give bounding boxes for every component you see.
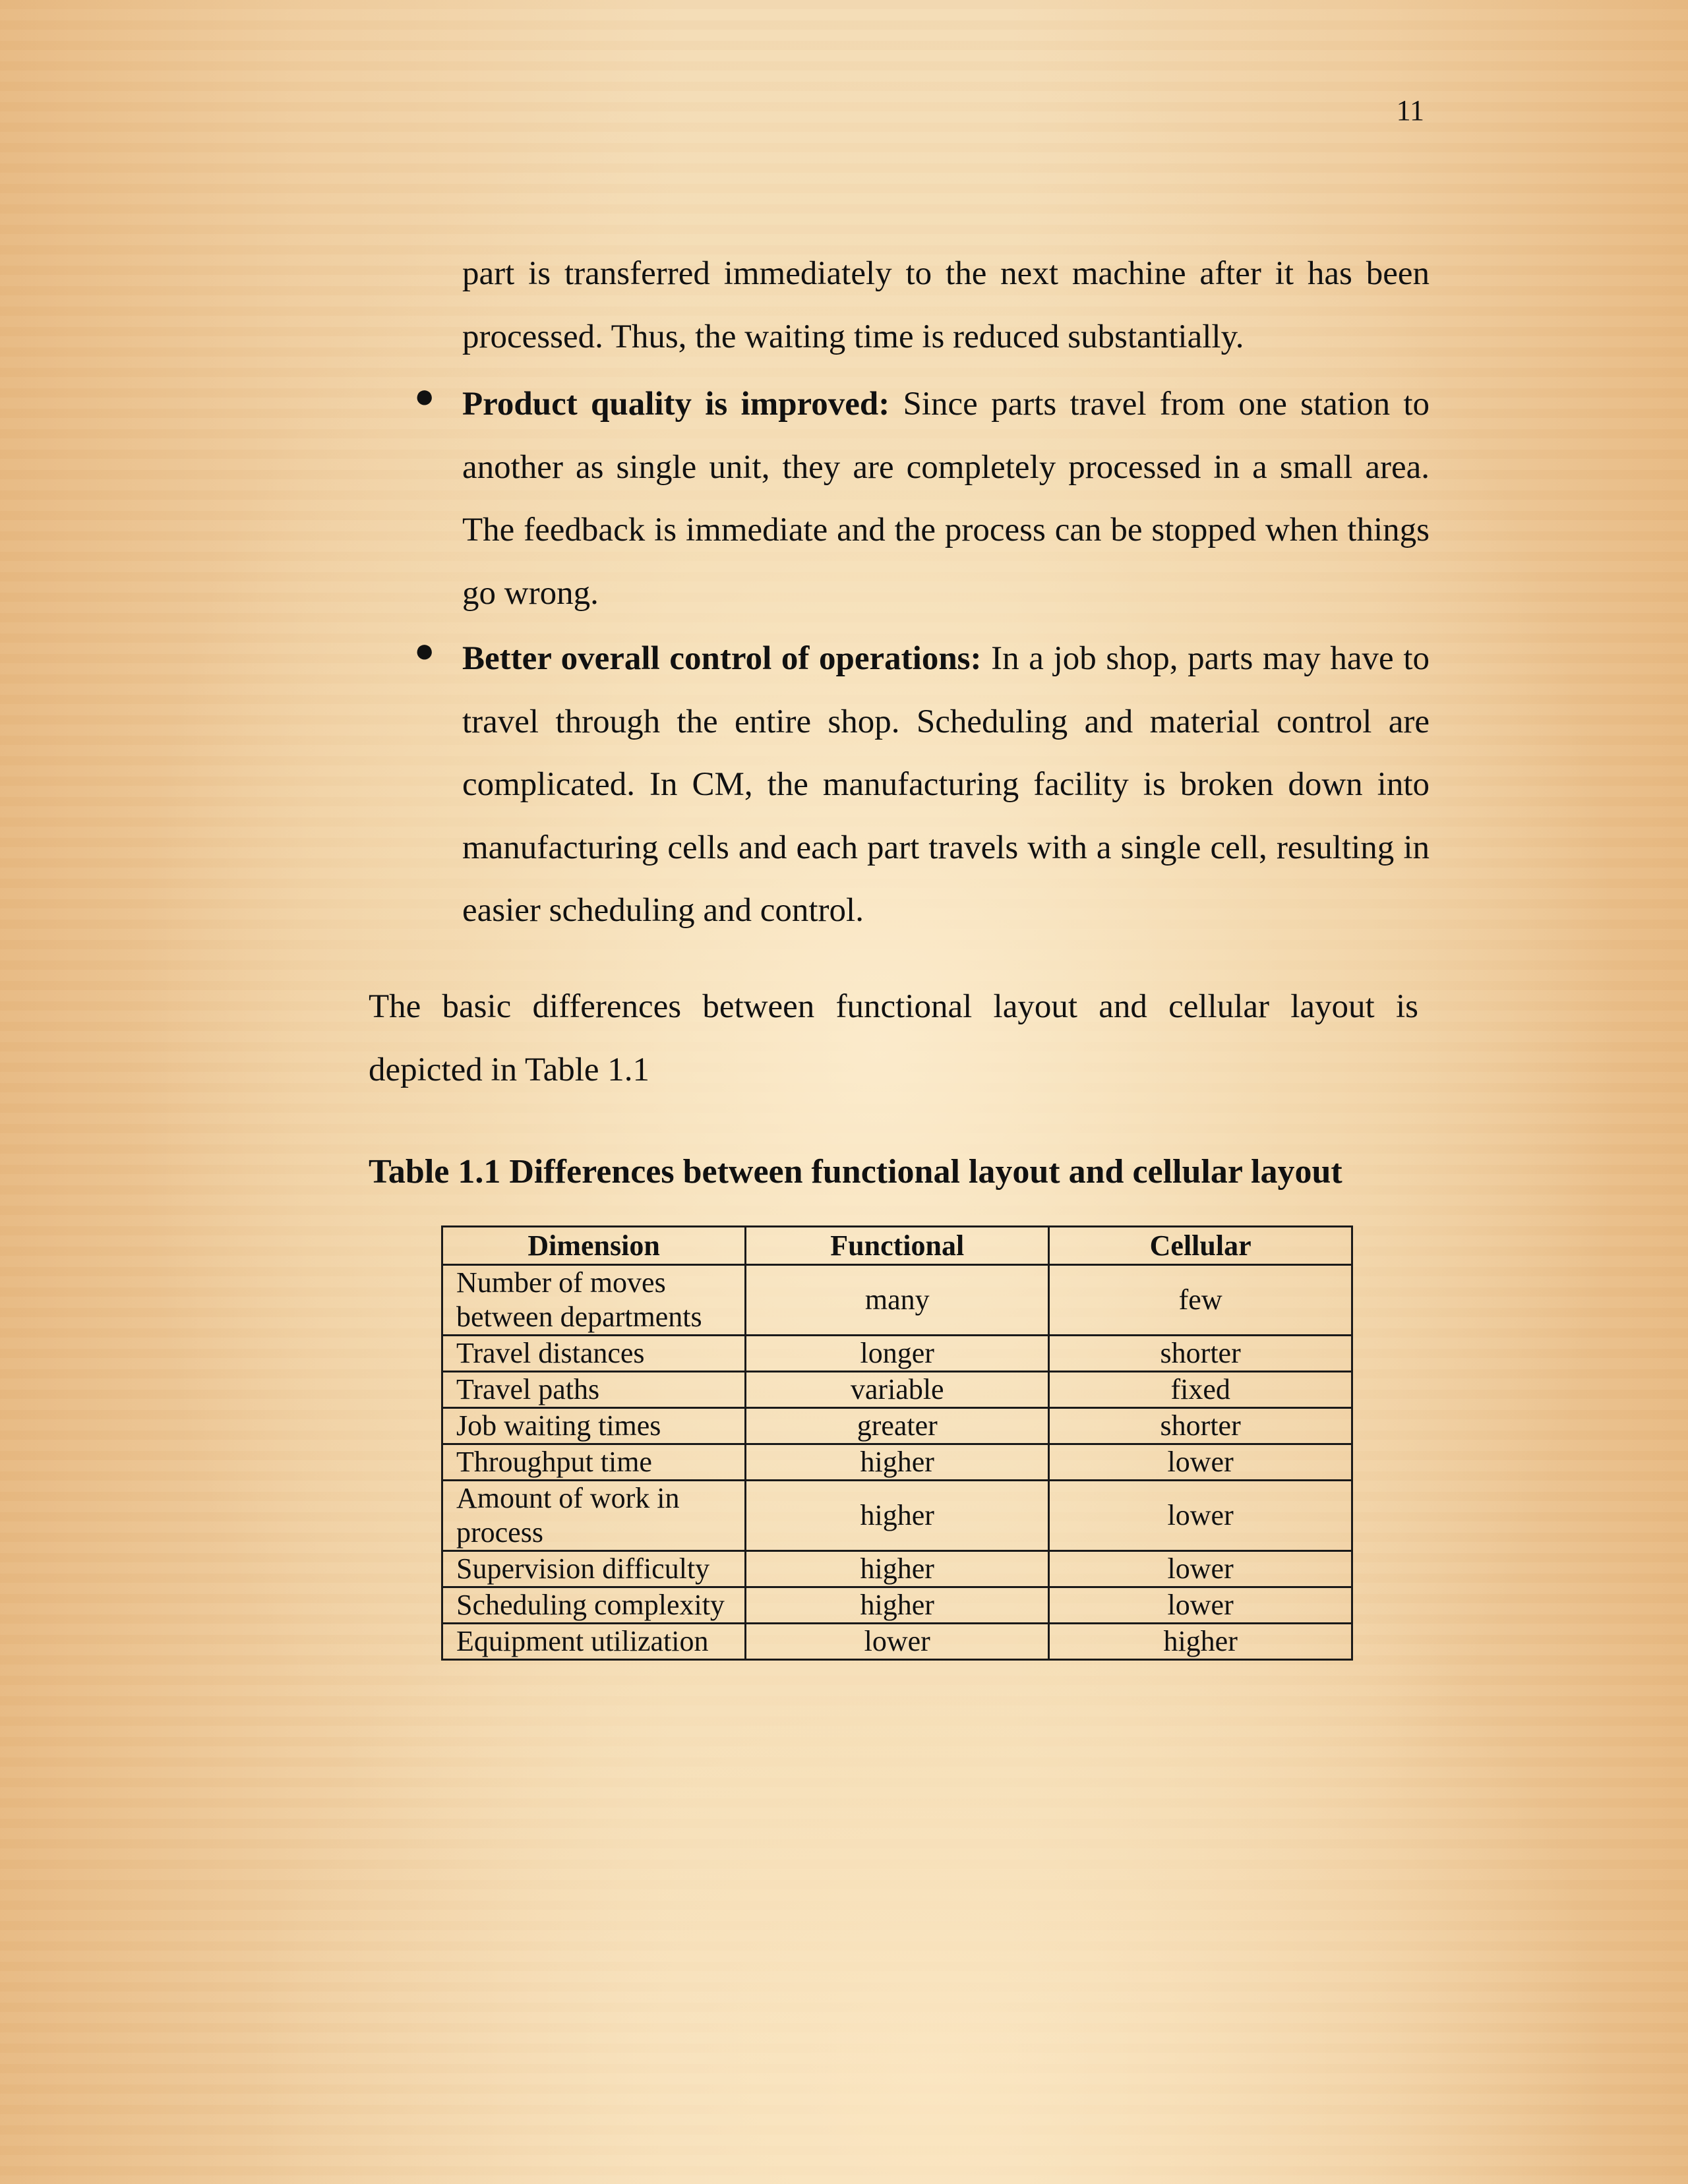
page-number: 11 <box>1396 94 1424 127</box>
dimension-cell: Equipment utilization <box>442 1624 746 1660</box>
functional-cell: higher <box>746 1587 1049 1624</box>
table-caption: Table 1.1 Differences between functional layout and cellular layout <box>369 1153 1342 1191</box>
table-header-row <box>442 1227 1352 1265</box>
dimension-cell: Travel distances <box>442 1336 746 1372</box>
intro-paragraph: The basic differences between functional layout and cellular layout is depicted in Table 1.1 <box>369 988 1418 1088</box>
functional-cell: lower <box>746 1624 1049 1660</box>
bullet-item-product-quality <box>462 373 1430 625</box>
table-row <box>442 1624 1352 1660</box>
cellular-cell: lower <box>1049 1551 1352 1587</box>
table-row <box>442 1587 1352 1624</box>
cellular-cell: fixed <box>1049 1372 1352 1408</box>
table-row <box>442 1408 1352 1444</box>
functional-cell: higher <box>746 1551 1049 1587</box>
header-functional: Functional <box>746 1227 1049 1265</box>
table-row <box>442 1336 1352 1372</box>
table-row <box>442 1551 1352 1587</box>
dimension-cell: Supervision difficulty <box>442 1551 746 1587</box>
bullet-dot-icon: ● <box>414 378 435 415</box>
continuation-paragraph: part is transferred immediately to the next machine after it has been processed. Thus, the waiting time is reduced substantially. <box>462 255 1430 355</box>
cellular-cell: lower <box>1049 1444 1352 1481</box>
cellular-cell: lower <box>1049 1481 1352 1551</box>
cellular-cell: shorter <box>1049 1336 1352 1372</box>
bullet-dot-icon: ● <box>414 632 435 670</box>
bullet-heading: Better overall control of operations: <box>462 640 982 677</box>
table-row <box>442 1265 1352 1336</box>
bullet-item-overall-control <box>462 628 1430 943</box>
header-dimension: Dimension <box>442 1227 746 1265</box>
cellular-cell: shorter <box>1049 1408 1352 1444</box>
table-row <box>442 1481 1352 1551</box>
table-row <box>442 1444 1352 1481</box>
table-row <box>442 1372 1352 1408</box>
dimension-cell: Travel paths <box>442 1372 746 1408</box>
dimension-cell: Throughput time <box>442 1444 746 1481</box>
functional-cell: greater <box>746 1408 1049 1444</box>
functional-cell: variable <box>746 1372 1049 1408</box>
dimension-cell: Amount of work in process <box>442 1481 746 1551</box>
functional-cell: longer <box>746 1336 1049 1372</box>
bullet-text: In a job shop, parts may have to travel through the entire shop. Scheduling and material control are complicated. In CM, the manufacturing facility is broken down into manufacturing cells and each part travels with a single cell, resulting in easier scheduling and control. <box>462 640 1430 929</box>
cellular-cell: lower <box>1049 1587 1352 1624</box>
differences-table <box>441 1225 1353 1661</box>
functional-cell: higher <box>746 1444 1049 1481</box>
functional-cell: many <box>746 1265 1049 1336</box>
bullet-text: Since parts travel from one station to another as single unit, they are completely processed in a small area. The feedback is immediate and the process can be stopped when things go wrong. <box>462 386 1430 612</box>
cellular-cell: higher <box>1049 1624 1352 1660</box>
dimension-cell: Job waiting times <box>442 1408 746 1444</box>
functional-cell: higher <box>746 1481 1049 1551</box>
bullet-heading: Product quality is improved: <box>462 386 890 423</box>
header-cellular: Cellular <box>1049 1227 1352 1265</box>
dimension-cell: Number of moves between departments <box>442 1265 746 1336</box>
cellular-cell: few <box>1049 1265 1352 1336</box>
dimension-cell: Scheduling complexity <box>442 1587 746 1624</box>
